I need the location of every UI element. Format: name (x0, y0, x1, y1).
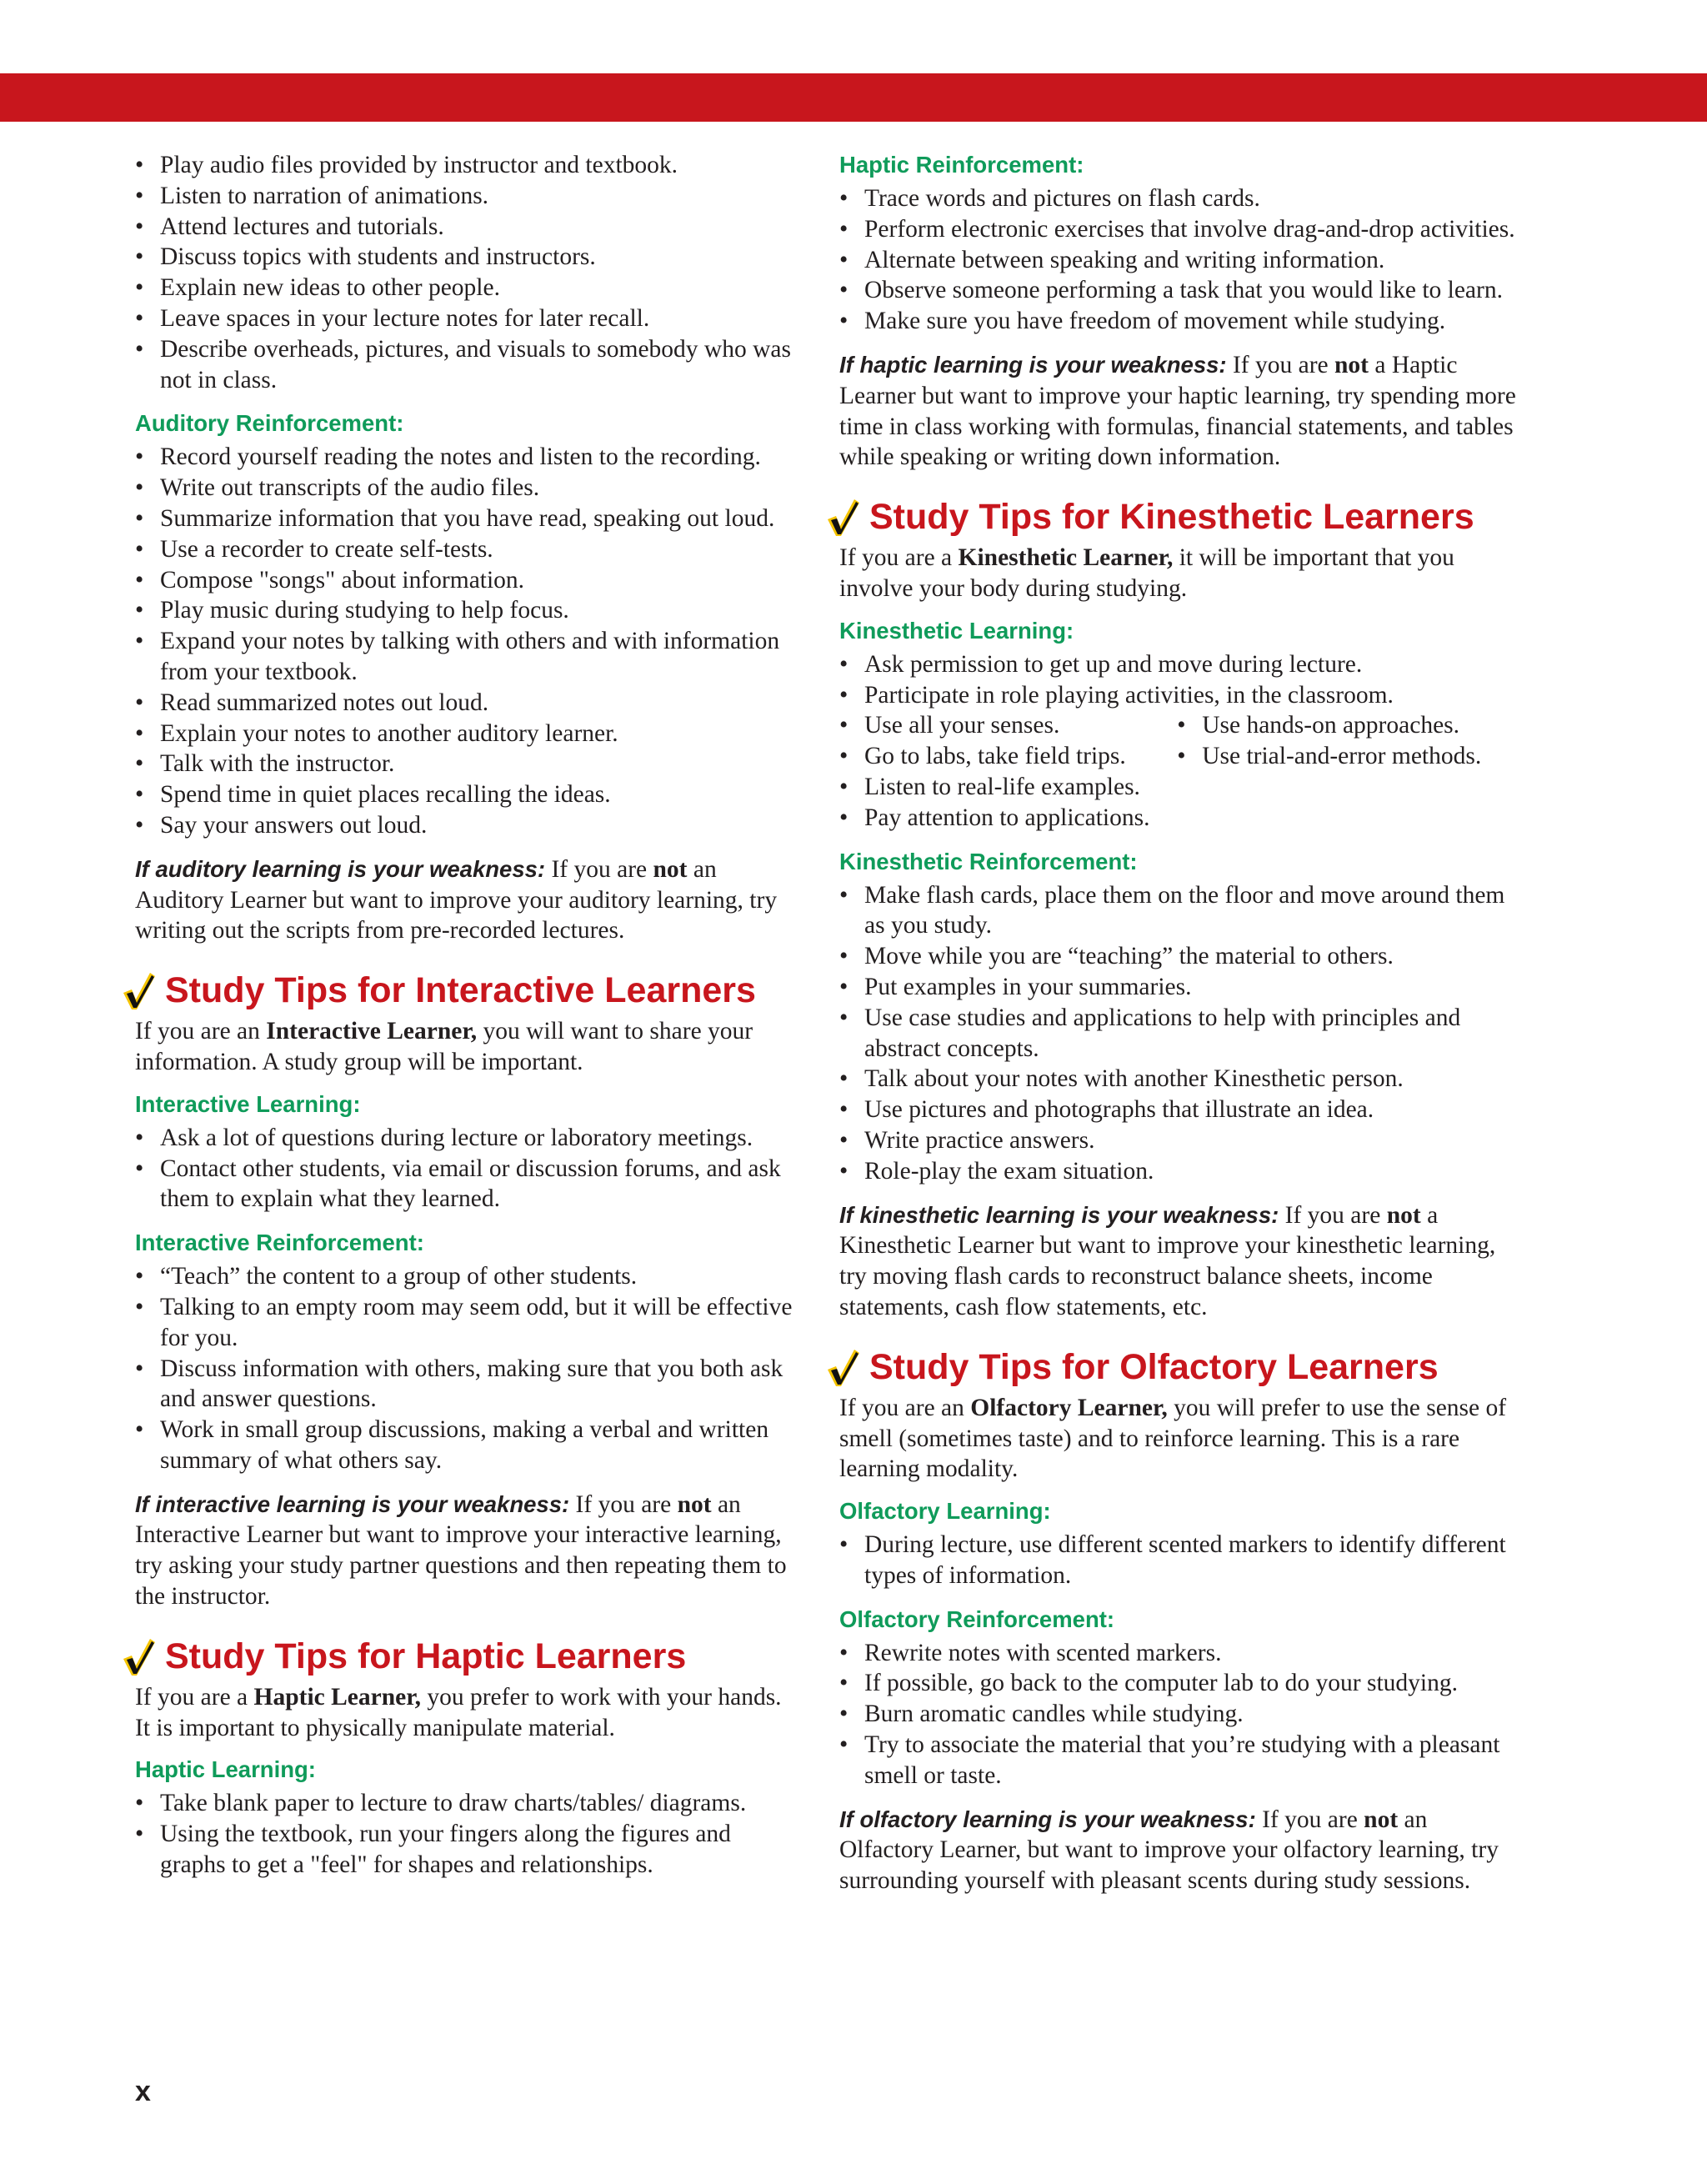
list-item-text: Expand your notes by talking with others and with information from your textbook. (160, 628, 780, 685)
weakness-lead: If kinesthetic learning is your weakness: (839, 1201, 1279, 1228)
bullet-dot: • (135, 1790, 144, 1817)
list-item (839, 1125, 1523, 1156)
list-item-text: Explain your notes to another auditory learner. (160, 719, 618, 747)
list-item-text: Discuss topics with students and instructors. (160, 243, 596, 271)
bullet-dot: • (135, 243, 144, 271)
bullet-dot: • (839, 1157, 848, 1185)
list-item (135, 719, 802, 749)
list-item (839, 214, 1523, 245)
bullet-dot: • (135, 566, 144, 594)
list-item (135, 1415, 802, 1476)
bullet-dot: • (839, 650, 848, 678)
list-item (839, 649, 1523, 680)
list-item-text: Pay attention to applications. (864, 804, 1150, 831)
bullet-dot: • (135, 1293, 144, 1320)
bullet-dot: • (135, 474, 144, 502)
list-item (135, 595, 802, 626)
kinesthetic-weakness-paragraph (839, 1200, 1523, 1323)
list-item (135, 779, 802, 810)
weakness-text: If you are (545, 855, 653, 883)
checkmark-icon (120, 968, 157, 1013)
weakness-not: not (677, 1490, 712, 1518)
list-item (839, 972, 1523, 1003)
list-item (1177, 710, 1523, 741)
section-title: Study Tips for Interactive Learners (165, 970, 756, 1011)
list-item-text: Use hands-on approaches. (1202, 712, 1460, 739)
bullet-dot: • (839, 881, 848, 909)
list-item-text: Talking to an empty room may seem odd, but it will be effective for you. (160, 1293, 793, 1351)
checkmark-icon (824, 494, 861, 539)
list-item (839, 183, 1523, 214)
list-item-text: Take blank paper to lecture to draw charts/tables/ diagrams. (160, 1790, 747, 1817)
kinesthetic-learning-list-bottom (839, 772, 1523, 834)
intro-text: If you are a (135, 1683, 254, 1711)
bullet-dot: • (839, 1701, 848, 1728)
list-item (135, 503, 802, 534)
kinesthetic-pair-left-list (839, 710, 1177, 772)
list-item (839, 1730, 1523, 1791)
bullet-dot: • (839, 1065, 848, 1093)
list-item-text: During lecture, use different scented markers to identify different types of information. (864, 1531, 1506, 1589)
intro-text: you will prefer to use the sense of smell (sometimes taste) and to reinforce learning. This is a rare learning modality. (839, 1394, 1507, 1483)
list-item (135, 181, 802, 212)
bullet-dot: • (839, 943, 848, 970)
list-item (839, 1530, 1523, 1591)
list-item-text: Try to associate the material that you’re studying with a pleasant smell or taste. (864, 1731, 1500, 1789)
list-item-text: Alternate between speaking and writing information. (864, 246, 1385, 273)
list-item (839, 1003, 1523, 1064)
bullet-dot: • (839, 1670, 848, 1697)
page-number: x (135, 2076, 151, 2107)
bullet-dot: • (135, 1155, 144, 1182)
interactive-reinforcement-heading: Interactive Reinforcement: (135, 1230, 424, 1256)
bullet-dot: • (135, 274, 144, 302)
list-item (135, 810, 802, 841)
list-item (839, 710, 1177, 741)
list-item (135, 1819, 802, 1881)
bullet-dot: • (839, 1004, 848, 1031)
list-item-text: Attend lectures and tutorials. (160, 213, 444, 240)
list-item-text: Discuss information with others, making sure that you both ask and answer questions. (160, 1355, 783, 1413)
section-title: Study Tips for Kinesthetic Learners (869, 497, 1474, 538)
list-item (135, 1123, 802, 1154)
list-item (839, 275, 1523, 306)
kinesthetic-learning-list-top (839, 649, 1523, 711)
kinesthetic-learning-two-column (839, 710, 1523, 772)
bullet-dot: • (135, 1263, 144, 1290)
section-title: Study Tips for Olfactory Learners (869, 1346, 1439, 1387)
list-item-text: Listen to narration of animations. (160, 182, 489, 209)
list-item-text: If possible, go back to the computer lab to do your studying. (864, 1670, 1458, 1697)
list-item-text: “Teach” the content to a group of other students. (160, 1263, 638, 1290)
list-item-text: Make flash cards, place them on the floor and move around them as you study. (864, 881, 1505, 939)
haptic-reinforcement-list (839, 183, 1523, 337)
auditory-reinforcement-list (135, 442, 802, 840)
list-item (135, 1261, 802, 1292)
interactive-reinforcement-list (135, 1261, 802, 1476)
list-item-text: Work in small group discussions, making a verbal and written summary of what others say. (160, 1416, 769, 1474)
bullet-dot: • (135, 304, 144, 332)
weakness-text: If you are (1255, 1806, 1364, 1833)
bullet-dot: • (839, 1731, 848, 1759)
bullet-dot: • (839, 804, 848, 831)
kinesthetic-left-pair (839, 710, 1177, 772)
list-item (135, 626, 802, 688)
checkmark-icon (824, 1345, 861, 1390)
kinesthetic-reinforcement-heading: Kinesthetic Reinforcement: (839, 848, 1138, 874)
bullet-dot: • (135, 811, 144, 839)
haptic-weakness-paragraph (839, 350, 1523, 473)
list-item-text: Put examples in your summaries. (864, 973, 1192, 1000)
bullet-dot: • (839, 1639, 848, 1666)
auditory-intro-list (135, 150, 802, 395)
bullet-dot: • (839, 1531, 848, 1559)
list-item (135, 212, 802, 243)
bullet-dot: • (839, 773, 848, 800)
list-item-text: Rewrite notes with scented markers. (864, 1639, 1222, 1666)
kinesthetic-pair-right-list (1177, 710, 1523, 772)
interactive-weakness-paragraph (135, 1490, 802, 1612)
list-item (839, 1095, 1523, 1125)
section-title: Study Tips for Haptic Learners (165, 1635, 687, 1676)
interactive-intro (135, 1016, 802, 1078)
bullet-dot: • (839, 743, 848, 770)
olfactory-learning-list (839, 1530, 1523, 1591)
list-item-text: Play audio files provided by instructor and textbook. (160, 152, 678, 178)
kinesthetic-intro (839, 543, 1523, 604)
intro-text: you prefer to work with your hands. It is important to physically manipulate material. (135, 1683, 782, 1741)
list-item (839, 1156, 1523, 1187)
bullet-dot: • (135, 719, 144, 747)
intro-bold: Interactive Learner, (266, 1018, 478, 1045)
list-item-text: Describe overheads, pictures, and visuals to somebody who was not in class. (160, 335, 791, 393)
bullet-dot: • (135, 1416, 144, 1444)
bullet-dot: • (135, 1124, 144, 1151)
list-item (135, 749, 802, 779)
bullet-dot: • (135, 504, 144, 532)
list-item-text: Role-play the exam situation. (864, 1157, 1154, 1185)
list-item-text: Summarize information that you have read, speaking out loud. (160, 504, 775, 532)
haptic-learning-list (135, 1788, 802, 1880)
header-color-band (0, 73, 1707, 122)
list-item-text: Move while you are “teaching” the material to others. (864, 943, 1394, 970)
list-item-text: Play music during studying to help focus. (160, 597, 569, 624)
list-item-text: Compose "songs" about information. (160, 566, 525, 594)
bullet-dot: • (839, 215, 848, 243)
bullet-dot: • (135, 335, 144, 363)
checkmark-icon (120, 1634, 157, 1679)
list-item-text: Burn aromatic candles while studying. (864, 1701, 1244, 1728)
weakness-text: If you are (1226, 351, 1335, 378)
right-column (839, 150, 1523, 1896)
olfactory-reinforcement-list (839, 1638, 1523, 1791)
list-item-text: Read summarized notes out loud. (160, 689, 489, 716)
olfactory-learning-heading: Olfactory Learning: (839, 1498, 1051, 1525)
interactive-learning-list (135, 1123, 802, 1215)
weakness-not: not (1386, 1201, 1421, 1229)
section-heading-haptic (135, 1634, 802, 1679)
list-item-text: Leave spaces in your lecture notes for later recall. (160, 304, 650, 332)
list-item-text: Go to labs, take field trips. (864, 743, 1126, 770)
kinesthetic-right-pair (1177, 710, 1523, 772)
bullet-dot: • (839, 1126, 848, 1154)
list-item (839, 741, 1177, 772)
list-item-text: Use pictures and photographs that illustrate an idea. (864, 1096, 1374, 1124)
list-item-text: Use trial-and-error methods. (1202, 743, 1482, 770)
list-item (839, 803, 1523, 834)
intro-bold: Haptic Learner, (253, 1683, 421, 1711)
section-heading-olfactory (839, 1345, 1523, 1390)
bullet-dot: • (135, 213, 144, 240)
bullet-dot: • (135, 597, 144, 624)
bullet-dot: • (839, 973, 848, 1000)
list-item-text: Perform electronic exercises that involve drag-and-drop activities. (864, 215, 1515, 243)
bullet-dot: • (839, 277, 848, 304)
olfactory-reinforcement-heading: Olfactory Reinforcement: (839, 1605, 1115, 1632)
list-item-text: Contact other students, via email or discussion forums, and ask them to explain what they learned. (160, 1155, 781, 1213)
bullet-dot: • (839, 681, 848, 709)
list-item-text: Make sure you have freedom of movement while studying. (864, 308, 1446, 335)
intro-text: it will be important that you involve your body during studying. (839, 544, 1454, 602)
list-item (839, 1638, 1523, 1669)
weakness-lead: If olfactory learning is your weakness: (839, 1806, 1256, 1832)
list-item-text: Write practice answers. (864, 1126, 1095, 1154)
weakness-lead: If interactive learning is your weakness: (135, 1490, 570, 1517)
list-item (135, 565, 802, 596)
weakness-not: not (1364, 1806, 1399, 1833)
bullet-dot: • (135, 535, 144, 563)
bullet-dot: • (135, 750, 144, 778)
list-item-text: Trace words and pictures on flash cards. (864, 185, 1260, 212)
list-item-text: Ask permission to get up and move during lecture. (864, 650, 1363, 678)
intro-text: If you are an (839, 1394, 971, 1421)
list-item-text: Observe someone performing a task that you would like to learn. (864, 277, 1503, 304)
weakness-not: not (1334, 351, 1369, 378)
list-item (135, 1354, 802, 1415)
list-item-text: Talk about your notes with another Kinesthetic person. (864, 1065, 1404, 1093)
list-item-text: Explain new ideas to other people. (160, 274, 500, 302)
list-item (135, 242, 802, 273)
list-item (135, 1788, 802, 1819)
list-item-text: Record yourself reading the notes and listen to the recording. (160, 443, 761, 471)
list-item (839, 1064, 1523, 1095)
weakness-text: an Interactive Learner but want to improve your interactive learning, try asking your study partner questions and then repeating them to the instructor. (135, 1490, 787, 1610)
weakness-text: If you are (569, 1490, 678, 1518)
list-item (135, 334, 802, 396)
intro-text: If you are a (839, 544, 959, 572)
weakness-not: not (653, 855, 688, 883)
interactive-learning-heading: Interactive Learning: (135, 1090, 361, 1117)
list-item (135, 688, 802, 719)
weakness-text: an Olfactory Learner, but want to improve your olfactory learning, try surrounding yourself with pleasant scents during study sessions. (839, 1806, 1499, 1895)
list-item (135, 473, 802, 503)
intro-text: you will want to share your information. A study group will be important. (135, 1018, 753, 1075)
bullet-dot: • (135, 628, 144, 655)
list-item (135, 1292, 802, 1354)
list-item-text: Use all your senses. (864, 712, 1060, 739)
bullet-dot: • (135, 152, 144, 178)
list-item (839, 245, 1523, 276)
intro-bold: Kinesthetic Learner, (958, 544, 1174, 572)
list-item-text: Participate in role playing activities, in the classroom. (864, 681, 1394, 709)
haptic-reinforcement-heading: Haptic Reinforcement: (839, 152, 1084, 178)
bullet-dot: • (135, 1821, 144, 1848)
auditory-weakness-paragraph (135, 854, 802, 946)
list-item-text: Using the textbook, run your fingers along the figures and graphs to get a "feel" for shapes and relationships. (160, 1821, 731, 1879)
list-item (839, 1668, 1523, 1699)
bullet-dot: • (135, 689, 144, 716)
list-item (839, 306, 1523, 337)
intro-text: If you are an (135, 1018, 267, 1045)
list-item (135, 534, 802, 565)
olfactory-weakness-paragraph (839, 1805, 1523, 1896)
bullet-dot: • (1177, 743, 1186, 770)
bullet-dot: • (135, 1355, 144, 1382)
bullet-dot: • (839, 308, 848, 335)
haptic-intro (135, 1682, 802, 1744)
list-item (839, 941, 1523, 972)
olfactory-intro (839, 1393, 1523, 1485)
bullet-dot: • (839, 185, 848, 212)
list-item-text: Use case studies and applications to help with principles and abstract concepts. (864, 1004, 1461, 1062)
list-item (839, 1699, 1523, 1730)
weakness-text: an Auditory Learner but want to improve your auditory learning, try writing out the scripts from pre-recorded lectures. (135, 855, 778, 944)
list-item-text: Write out transcripts of the audio files. (160, 474, 540, 502)
list-item (1177, 741, 1523, 772)
weakness-text: If you are (1279, 1201, 1387, 1229)
list-item (839, 880, 1523, 942)
section-heading-interactive (135, 968, 802, 1013)
list-item (839, 680, 1523, 711)
list-item-text: Use a recorder to create self-tests. (160, 535, 493, 563)
bullet-dot: • (839, 712, 848, 739)
bullet-dot: • (135, 182, 144, 209)
section-heading-kinesthetic (839, 494, 1523, 539)
weakness-lead: If haptic learning is your weakness: (839, 351, 1227, 378)
list-item (135, 150, 802, 181)
list-item (839, 772, 1523, 803)
left-column (135, 150, 802, 1881)
bullet-dot: • (839, 246, 848, 273)
list-item-text: Spend time in quiet places recalling the ideas. (160, 781, 611, 809)
list-item (135, 273, 802, 303)
intro-bold: Olfactory Learner, (970, 1394, 1168, 1421)
list-item (135, 303, 802, 334)
weakness-text: a Haptic Learner but want to improve your haptic learning, try spending more time in class working with formulas, financial statements, and tables while speaking or writing down information. (839, 351, 1516, 471)
list-item-text: Listen to real-life examples. (864, 773, 1140, 800)
weakness-lead: If auditory learning is your weakness: (135, 855, 546, 882)
bullet-dot: • (135, 781, 144, 809)
weakness-text: a Kinesthetic Learner but want to improve your kinesthetic learning, try moving flash cards to reconstruct balance sheets, income statements, cash flow statements, etc. (839, 1201, 1496, 1320)
haptic-learning-heading: Haptic Learning: (135, 1756, 316, 1783)
list-item (135, 1154, 802, 1215)
bullet-dot: • (135, 443, 144, 471)
bullet-dot: • (839, 1096, 848, 1124)
kinesthetic-learning-heading: Kinesthetic Learning: (839, 617, 1074, 644)
list-item (135, 442, 802, 473)
list-item-text: Ask a lot of questions during lecture or laboratory meetings. (160, 1124, 753, 1151)
kinesthetic-reinforcement-list (839, 880, 1523, 1187)
bullet-dot: • (1177, 712, 1186, 739)
auditory-reinforcement-heading: Auditory Reinforcement: (135, 410, 404, 437)
list-item-text: Say your answers out loud. (160, 811, 428, 839)
list-item-text: Talk with the instructor. (160, 750, 395, 778)
